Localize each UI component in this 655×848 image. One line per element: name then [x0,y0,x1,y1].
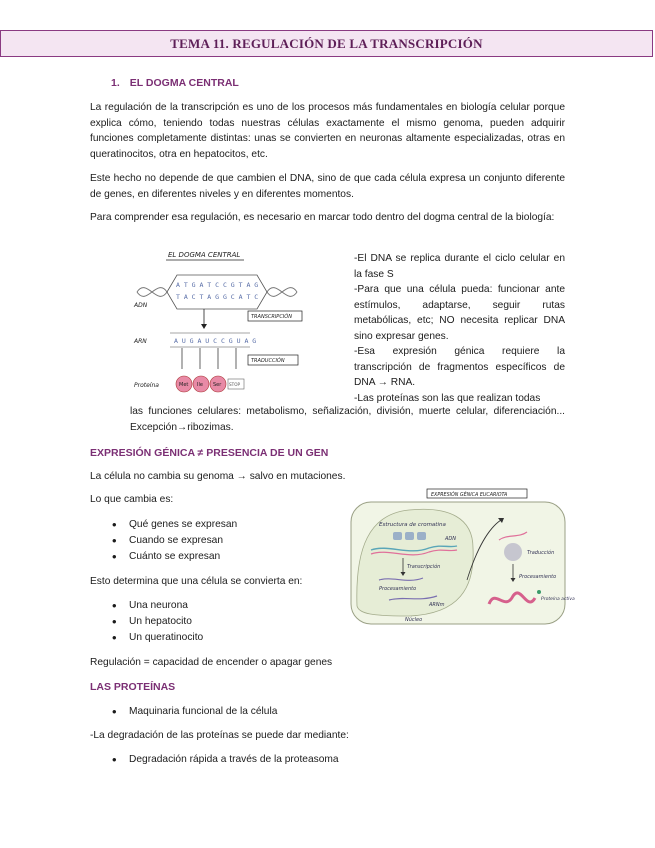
paragraph: La regulación de la transcripción es uno de los procesos más fundamentales en biología celular porque explica cómo, teniendo todas nuestras células exactamente el mismo genoma, pueden adquirir funciones completamente distintas: unas se convierten en neuronas altamente especializadas, otras en queratinocitos, otra en hepatocitos, etc. [90,102,565,160]
side-notes [354,251,565,406]
side-note: -Las proteínas son las que realizan todas [354,392,541,404]
list-item: • Maquinaria funcional de la célula [112,704,277,720]
figure-title: EXPRESIÓN GÉNICA EUCARIOTA [431,493,508,498]
section-heading [111,77,239,89]
list-item: • Una neurona [112,598,203,614]
processing-label: Procesamiento [379,586,417,592]
protein-label: Proteína [134,382,159,389]
list-item: • Un hepatocito [112,614,203,630]
list-item: • Degradación rápida a través de la proteasoma [112,752,339,768]
dna-bottom-strand: T A C T A G G C A T C [176,293,259,301]
amino-acid-ile: Ile [197,382,203,388]
bullet-list [112,704,277,720]
side-note-continuation: las funciones celulares: metabolismo, señalización, división, muerte celular, diferenciación... Excepción→ribozimas. [130,406,565,433]
list-item: • Un queratinocito [112,630,203,646]
chromatin-label: Estructura de cromatina [379,522,446,528]
arn-label: ARN [134,338,147,345]
figure-title: EL DOGMA CENTRAL [168,251,241,259]
translation-label: TRADUCCIÓN [251,358,285,364]
adn-label: ADN [445,536,457,542]
section-heading: EXPRESIÓN GÉNICA ≠ PRESENCIA DE UN GEN [90,447,329,459]
bullet-list [112,517,237,565]
transcription-label: Transcripción [407,564,441,570]
bullet-list [112,598,203,646]
bullet-list [112,752,339,768]
text-line: -La degradación de las proteínas se puede dar mediante: [90,730,349,741]
section-title: EL DOGMA CENTRAL [129,77,239,89]
paragraph: Este hecho no depende de que cambien el DNA, sino de que cada célula expresa un conjunto diferente de genes, en diferentes niveles y en diferentes momentos. [90,173,565,200]
gene-expression-figure [349,488,575,628]
dna-label: ADN [134,302,148,309]
side-note: -El DNA se replica durante el ciclo celular en la fase S [354,253,565,280]
dna-top-strand: A T G A T C C G T A G [176,281,259,289]
translation-label: Traducción [527,550,555,556]
arnm-label: ARNm [429,602,445,608]
side-note: -Esa expresión génica requiere la transcripción de fragmentos específicos de DNA → RNA. [354,346,565,388]
title-banner [0,30,653,57]
section-heading: LAS PROTEÍNAS [90,681,176,693]
amino-acid-met: Met [179,382,189,388]
text-line: La célula no cambia su genoma → salvo en mutaciones. [90,471,346,482]
central-dogma-figure [132,247,312,397]
paragraph: Para comprender esa regulación, es necesario en marcar todo dentro del dogma central de la biología: [90,212,555,223]
text-line: Lo que cambia es: [90,494,174,505]
list-item: • Cuando se expresan [112,533,237,549]
list-item: • Qué genes se expresan [112,517,237,533]
processing2-label: Procesamiento [519,574,557,580]
document-title: TEMA 11. REGULACIÓN DE LA TRANSCRIPCIÓN [170,35,483,51]
arn-sequence: A U G A U C C G U A G [174,337,257,345]
side-note: -Para que una célula pueda: funcionar ante estímulos, adaptarse, seguir rutas metabólicas, etc; NO necesita replicar DNA sino expresar genes. [354,284,565,342]
nucleus-label: Núcleo [405,617,423,623]
stop-codon: STOP [229,382,241,387]
active-protein-label: Proteína activa [541,597,575,602]
section-number: 1. [111,77,120,89]
transcription-label: TRANSCRIPCIÓN [251,314,292,320]
text-line: Esto determina que una célula se convierta en: [90,576,303,587]
amino-acid-ser: Ser [213,382,222,388]
text-line: Regulación = capacidad de encender o apagar genes [90,657,333,668]
list-item: • Cuánto se expresan [112,549,237,565]
